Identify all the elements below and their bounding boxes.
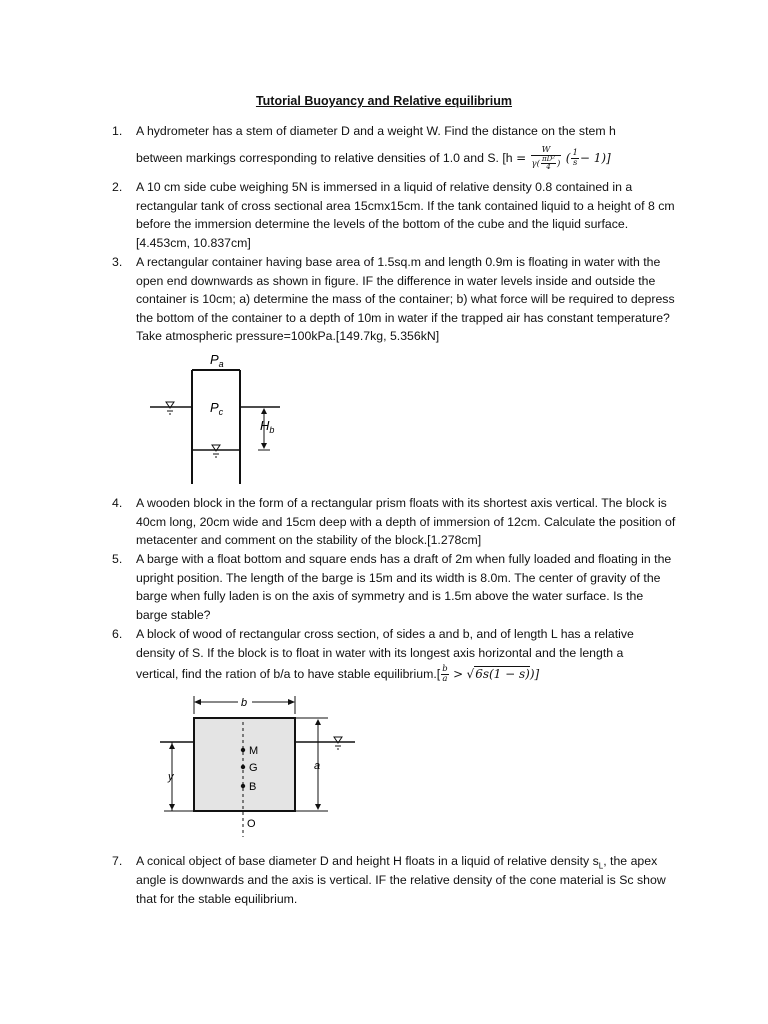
floating-block — [194, 718, 295, 811]
a-arrow-up — [315, 719, 321, 725]
hb-arrow-down — [261, 443, 267, 449]
question-7-line-2: angle is downwards and the axis is vertical. IF the relative density of the cone material is Sc show — [136, 873, 666, 887]
inner-fraction — [541, 156, 556, 171]
fraction-numerator: b — [442, 664, 448, 675]
formula-paren: ( — [565, 150, 571, 165]
question-4 — [112, 494, 674, 550]
formula-close: )] — [601, 150, 611, 165]
question-2 — [112, 178, 674, 254]
formula-fraction-w — [531, 146, 562, 171]
question-1-text: between markings corresponding to relative densities of 1.0 and S. [h — [136, 150, 513, 165]
hb-arrow-up — [261, 408, 267, 414]
page-title: Tutorial Buoyancy and Relative equilibrium — [255, 94, 513, 108]
question-5 — [112, 550, 674, 626]
question-number: 2. — [112, 180, 123, 194]
question-6 — [112, 625, 674, 687]
question-6-line-2: density of S. If the block is to float in water with its longest axis horizontal and the length a — [136, 646, 624, 660]
question-6-line-1: A block of wood of rectangular cross section, of sides a and b, and of length L has a relative — [136, 627, 634, 641]
formula-minus-one: − 1 — [579, 150, 602, 165]
formula-fraction-1s — [571, 149, 578, 168]
question-number: 4. — [112, 496, 123, 510]
question-1-line-1: A hydrometer has a stem of diameter D and a weight W. Find the distance on the stem h — [136, 124, 616, 138]
inner-denominator: 4 — [546, 163, 551, 171]
question-1-line-2 — [136, 146, 676, 171]
b-arrow-left — [194, 699, 201, 705]
label-y: y — [168, 771, 174, 783]
question-number: 5. — [112, 552, 123, 566]
label-m: M — [249, 745, 259, 757]
label-pc: $P_c$ — [210, 400, 224, 417]
question-7-text: A conical object of base diameter D and height H floats in a liquid of relative density s — [136, 854, 599, 868]
question-number: 7. — [112, 854, 123, 868]
fraction-numerator: W — [531, 146, 562, 156]
question-1 — [112, 122, 674, 170]
question-number: 1. — [112, 124, 123, 138]
question-6-line-3 — [136, 665, 676, 684]
formula-fraction-ba — [441, 665, 448, 684]
question-3 — [112, 253, 674, 347]
point-b — [241, 784, 245, 788]
formula-root: √ — [466, 667, 475, 681]
a-arrow-down — [315, 804, 321, 810]
question-2-text: A 10 cm side cube weighing 5N is immersed in a liquid of relative density 0.8 contained in a rectangular tank of cross sectional area 15cmx15cm. If the tank contained liquid to a height of 8 cm before the immersion determine the levels of the bottom of the cube and the liquid surface.[4.453cm, 10.837cm] — [136, 180, 675, 250]
figure-floating-container — [140, 350, 290, 490]
question-4-text: A wooden block in the form of a rectangular prism floats with its shortest axis vertical. The block is 40cm long, 20cm wide and 15cm deep with a depth of immersion of 12cm. Calculate the position of metacenter and comment on the stability of the block.[1.278cm] — [136, 496, 676, 548]
label-b: b — [241, 697, 248, 709]
y-arrow-down — [169, 804, 175, 810]
point-m — [241, 748, 245, 752]
question-7-text-cont: , the apex — [603, 854, 658, 868]
inner-numerator: πD² — [541, 155, 555, 163]
question-number: 3. — [112, 255, 123, 269]
gamma-symbol: γ — [531, 159, 537, 169]
question-3-text: A rectangular container having base area of 1.5sq.m and length 0.9m is floating in water with the open end downwards as shown in figure. IF the difference in water levels inside and outside the container is 10cm; a) determine the mass of the container; b) what force will be required to depress the bottom of the container to a depth of 10m in water if the trapped air has constant temperature? Take atmospheric pressure=100kPa.[149.7kg, 5.356kN] — [136, 255, 675, 344]
question-5-text: A barge with a float bottom and square ends has a draft of 2m when fully loaded and floating in the upright position. The length of the barge is 15m and its width is 8.0m. The center of gravity of the barge when fully laden is on the axis of symmetry and is 1.5m above the water surface. Is the barge stable? — [136, 552, 672, 622]
question-number: 6. — [112, 627, 123, 641]
label-pa: $P_a$ — [210, 352, 224, 369]
subscript-l: L — [598, 861, 604, 871]
point-g — [241, 765, 245, 769]
label-point-b: B — [249, 781, 257, 793]
label-o: O — [247, 818, 256, 830]
question-7-line-3: that for the stable equilibrium. — [136, 892, 298, 906]
label-hb: $H_b$ — [260, 418, 275, 435]
b-arrow-right — [288, 699, 295, 705]
label-a: a — [314, 760, 321, 772]
question-7 — [112, 852, 674, 912]
fraction-denominator: a — [442, 674, 448, 685]
fraction-denominator: γ( $\frac{\text{πD²}}{4}$ ) — [531, 155, 561, 171]
formula-equals: = — [516, 150, 527, 165]
formula-close: )] — [529, 667, 540, 681]
formula-gt: > — [453, 667, 464, 681]
figure-floating-block — [150, 692, 365, 842]
y-arrow-up — [169, 743, 175, 749]
label-g: G — [249, 762, 258, 774]
fraction-one: 1 — [572, 148, 578, 158]
fraction-s: s — [572, 158, 578, 168]
question-6-text: vertical, find the ration of b/a to have stable equilibrium.[ — [136, 667, 441, 681]
formula-radicand: 6s(1 − s) — [475, 667, 530, 681]
